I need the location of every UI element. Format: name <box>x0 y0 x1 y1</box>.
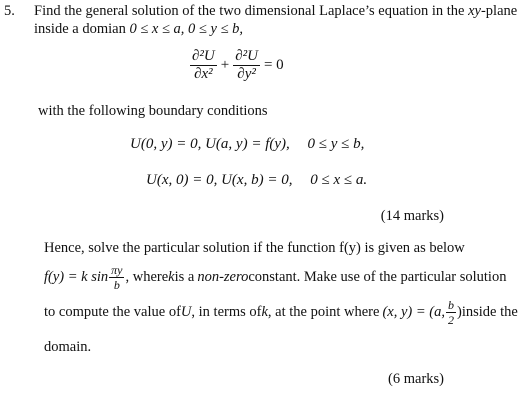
boundary-condition-1: U(0, y) = 0, U(a, y) = f(y), 0 ≤ y ≤ b, <box>130 136 365 152</box>
marks-part-1: (14 marks) <box>380 208 444 224</box>
laplace-term-x: $\frac{\text{∂²U}}{\text{∂x²}}$ <box>192 48 215 82</box>
question-line-1: Find the general solution of the two dimensional Laplace’s equation in the xy-plane <box>34 3 518 19</box>
part2-line-4: domain. <box>44 339 92 355</box>
part2-line-2: f(y) = k sin $\frac{\pi y}{b}$ , where k is a non-zero constant. Make use of the particular solution <box>44 263 507 292</box>
sin-argument-fraction: $\frac{\pi y}{b}$ <box>111 263 123 292</box>
part2-line-3: to compute the value of U , in terms of k , at the point where (x, y) = (a, $\frac{b}{2}$ ) inside the <box>44 298 518 327</box>
point-y-fraction: $\frac{b}{2}$ <box>447 298 454 327</box>
part2-line-1: Hence, solve the particular solution if the function f(y) is given as below <box>44 240 465 256</box>
boundary-condition-2: U(x, 0) = 0, U(x, b) = 0, 0 ≤ x ≤ a. <box>146 172 368 188</box>
question-number: 5. <box>4 3 15 19</box>
laplace-equation: $\frac{\text{∂²U}}{\text{∂x²}}$ + $\frac{\text{∂²U}}{\text{∂y²}}$ = 0 <box>192 48 284 82</box>
bc-intro: with the following boundary conditions <box>38 103 268 119</box>
laplace-term-y: $\frac{\text{∂²U}}{\text{∂y²}}$ <box>235 48 258 82</box>
marks-part-2: (6 marks) <box>388 371 444 387</box>
question-line-2: inside a domian 0 ≤ x ≤ a, 0 ≤ y ≤ b, <box>34 21 244 37</box>
